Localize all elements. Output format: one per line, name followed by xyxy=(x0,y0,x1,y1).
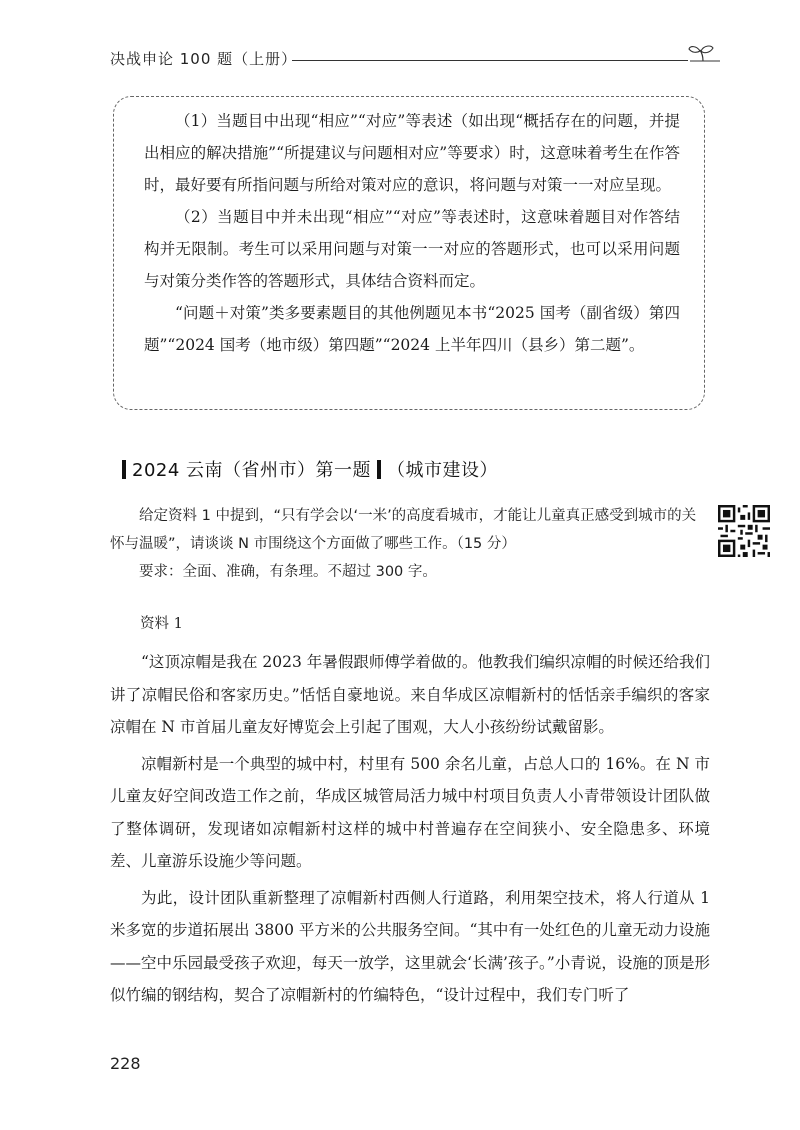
heading-bar xyxy=(122,460,126,479)
section-heading xyxy=(122,456,498,482)
page-number: 228 xyxy=(110,1054,141,1073)
question-block xyxy=(110,502,710,586)
note-paragraph: “问题＋对策”类多要素题目的其他例题见本书“2025 国考（副省级）第四题”“2024 国考（地市级）第四题”“2024 上半年四川（县乡）第二题”。 xyxy=(144,304,680,354)
section-topic: （城市建设） xyxy=(387,460,499,481)
header-rule xyxy=(292,60,688,61)
question-requirement: 要求：全面、准确，有条理。不超过 300 字。 xyxy=(139,564,437,580)
material-paragraph: 为此，设计团队重新整理了凉帽新村西侧人行道路，利用架空技术，将人行道从 1 米多宽的步道拓展出 3800 平方米的公共服务空间。“其中有一处红色的儿童无动力设施——空中乐园最受孩子欢迎，每天一放学，这里就会‘长满’孩子。”小青说，设施的顶是形似竹编的钢结构，契合了凉帽新村的竹编特色，“设计过程中，我们专门听了 xyxy=(110,888,710,1004)
question-text: 给定资料 1 中提到，“只有学会以‘一米’的高度看城市，才能让儿童真正感受到城市的关怀与温暖”，请谈谈 N 市围绕这个方面做了哪些工作。（15 分） xyxy=(110,508,697,552)
material-paragraph: “这顶凉帽是我在 2023 年暑假跟师傅学着做的。他教我们编织凉帽的时候还给我们讲了凉帽民俗和客家历史。”恬恬自豪地说。来自华成区凉帽新村的恬恬亲手编织的客家凉帽在 N 市首届儿童友好博览会上引起了围观，大人小孩纷纷试戴留影。 xyxy=(110,653,710,736)
section-title: 2024 云南（省州市）第一题 xyxy=(132,460,372,481)
material-label: 资料 1 xyxy=(140,616,183,632)
material-body xyxy=(110,646,710,1012)
sprout-icon xyxy=(686,44,720,66)
running-header xyxy=(110,44,720,74)
qr-code-icon[interactable] xyxy=(718,505,770,557)
material-paragraph: 凉帽新村是一个典型的城中村，村里有 500 余名儿童，占总人口的 16%。在 N 市儿童友好空间改造工作之前，华成区城管局活力城中村项目负责人小青带领设计团队做了整体调研，发现诸如凉帽新村这样的城中村普遍存在空间狭小、安全隐患多、环境差、儿童游乐设施少等问题。 xyxy=(110,754,710,870)
heading-bar xyxy=(377,460,381,479)
book-title: 决战申论 100 题（上册） xyxy=(110,50,298,68)
note-paragraph: （1）当题目中出现“相应”“对应”等表述（如出现“概括存在的问题，并提出相应的解决措施”“所提建议与问题相对应”等要求）时，这意味着考生在作答时，最好要有所指问题与所给对策对应的意识，将问题与对策一一对应呈现。 xyxy=(144,112,680,194)
note-paragraph: （2）当题目中并未出现“相应”“对应”等表述时，这意味着题目对作答结构并无限制。考生可以采用问题与对策一一对应的答题形式，也可以采用问题与对策分类作答的答题形式，具体结合资料而定。 xyxy=(144,208,680,290)
note-box xyxy=(113,96,705,410)
